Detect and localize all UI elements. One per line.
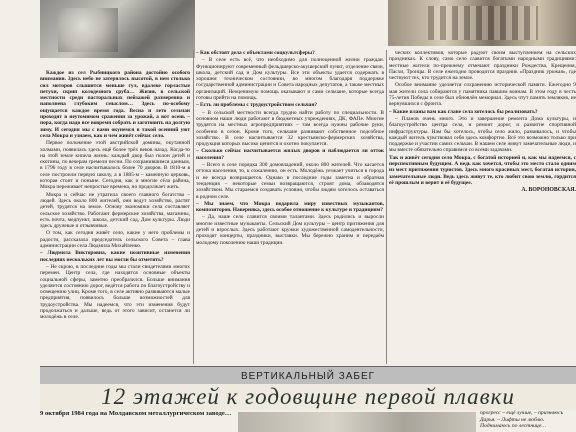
top-right-photo [388, 0, 576, 46]
next-article-text: 9 октября 1984 года на Молдавском металлургическом заводе… [40, 410, 232, 417]
article-paragraph: Мокра и сейчас не утратила своего главного богатства – людей. Здесь около 800 жителей, они ведут хозяйство, растят детей, трудятся на земле. Основу экономики села составляет сельское хозяйство. Работают фермерские хозяйства, магазины, есть почта, медпункт, школа, детский сад, Дом культуры. Люди здесь дружные и отзывчивые. [40, 191, 190, 230]
next-article-photo [238, 412, 476, 432]
article-column-2 [196, 50, 384, 364]
interview-question: – Сколько сейчас насчитывается жилых дворов и наблюдается ли отток населения? [196, 148, 384, 161]
article-paragraph: – Планов очень много. Это и завершение ремонта Дома культуры, и благоустройство центра села, и ремонт дорог, и развитие спортивной инфраструктуры. Нам бы хотелось, чтобы село жило, развивалось, и чтобы каждый житель чувствовал себя здесь комфортно. Всё это возможно только при поддержке и участии самих сельчан. В нашем селе живут замечательные люди, и мы вместе обязательно справимся со всеми задачами. [389, 115, 576, 154]
column-divider [386, 50, 387, 364]
article-paragraph: Первое положение этой австрийской домины, окутанной холмами, появилась здесь ещё более трёх веков назад. Когда-то на этой земле кипела жизнь: каждый двор был полон детей и скотины, по вечерам гремели песни. По сохранившимся данным, в 1796 году в селе насчитывалось более 70 дворов. В 1810-м в селе построили первую школу, а в 1885-м – каменную церковь, которая стоит и поныне. Сегодня, как и многие сёла района, Мокра переживает непростые времена, но продолжает жить. [40, 140, 190, 191]
interview-question: – Людмила Викторовна, какие позитивные изменения последних нескольких лет вы могли бы отметить? [40, 250, 190, 263]
article-paragraph: – Да, наше село славится своими талантами. Здесь родились и выросли многие известные музыканты. Сельский Дом культуры – центр притяжения для детей и взрослых. Здесь работают кружки художественной самодеятельности, проходят концерты, праздники, выставки. Мы бережно храним и передаём молодому поколению наши традиции. [196, 214, 384, 246]
column-divider [193, 50, 194, 364]
interview-question: – Как обстоят дела с объектами соцкультсферы? [196, 50, 315, 56]
article-conclusion: Так и живёт сегодня село Мокра, с богатой историей и, как мы надеемся, с перспективным будущим. А ведь как хочется, чтобы это место стало одним из мест притяжения туристов. Здесь много красивых мест, богатая история, замечательные люди. Ведь здесь живут те, кто любит свою землю, гордится её прошлым и верит в её будущее. [389, 154, 576, 186]
article-paragraph: О том, как сегодня живёт село, какие у него проблемы и радости, рассказала председатель сельского Совета – глава администрации села Людмила Михайленко. [40, 230, 190, 250]
article-headline: 12 этажей к годовщине первой плавки [40, 384, 576, 410]
interview-question: – Какие планы вам как главе села хотелось бы реализовать? [389, 108, 538, 115]
section-banner-label: ВЕРТИКАЛЬНЫЙ ЗАБЕГ [240, 370, 376, 382]
article-paragraph: ческих коллективов, которые радуют своим выступлением на сельских праздниках. К слову, само село славится богатыми народными традициями: местные жители по-прежнему отмечают праздники Рождества, Крещения, Пасхи, Троицы. В селе ежегодно проводится праздник «Праздник урожая», где чествуют тех, кто трудится на земле. [389, 50, 576, 82]
section-banner [40, 366, 576, 386]
article-column-1 [40, 70, 190, 364]
interview-question: – Мы знаем, что Мокра подарила миру известных музыкантов, композиторов. Наверняка, здесь особое отношение к культуре и традициям? [196, 200, 384, 214]
interview-question: – Есть ли проблемы с трудоустройством сельчан? [196, 102, 318, 109]
article-paragraph: – Всего в селе порядка 300 домовладений, около 800 жителей. Что касается оттока населения, то, к сожалению, он есть. Молодёжь уезжает учиться в города и не всегда возвращается. Однако в последние годы заметна и обратная тенденция – некоторые семьи возвращаются, строят дома, обзаводятся хозяйством. Мы стараемся создавать условия, чтобы людям хотелось оставаться в родном селе. [196, 162, 384, 200]
article-lead: Каждое из сел Рыбницкого района достойно особого внимания. Здесь небо не затерялось высотой, в нем столько сил моторов слышится меньше гул, вдалеке горластые петухи, скрип колодезного сруба… Жизнь в сельской местности среди пасторальных пейзажей размеренна и наполнена глубоким смыслом… Здесь по-особому ощущается каждое время года. Весна и лето сельчан проходят в неутомимом сражении за урожай, а вот осень – пора, когда надо все вовремя собрать и заготовить на долгую зиму. И сегодня мы с вами окунемся в такой осенний уют села Мокра и узнаем, как и чем живёт сейчас село. [40, 70, 190, 139]
article-paragraph: – Не скрою, в последние годы мы стали свидетелями многих перемен. Центр села, где находятся основные объекты социальной сферы, заметно преобразился. Больше внимания уделяется состоянию дорог, ведётся работа по благоустройству и освещению улиц. Кроме того, в селе активно развиваются малые предприятия, появилось больше возможностей для трудоустройства. Мы надеемся, что эти изменения будут продолжаться и дальше, ведь от этого зависит, останется ли молодёжь в селе. [40, 263, 190, 321]
next-article-side-text: прогресс – ещё лучше, – признаюсь Дарья. – Лифты не люблю. Поднимаюсь по лестнице… [480, 410, 564, 430]
top-left-photo [40, 0, 195, 58]
article-paragraph: Особое внимание уделяется сохранению исторической памяти. Ежегодно 9 мая жители села собираются у памятника павшим воинам. В этом году в честь 75-летия Победы в селе был обновлён мемориал. Здесь чтут память земляков, не вернувшихся с фронта. [389, 82, 576, 108]
article-paragraph: – В сельской местности всегда трудно найти работу по специальности. В основном наши люди работают в бюджетных учреждениях, ДК, ФАПе. Многие трудятся на местных агропредприятиях – там всегда нужны рабочие руки, особенно в сезон. Кроме того, сельчане развивают собственное подсобное хозяйство. В селе насчитывается 32 крестьянско-фермерских хозяйства, продукция которых высоко ценится и охотно покупается. [196, 109, 384, 148]
article-paragraph: – В селе есть всё, что необходимо для полноценной жизни граждан. Функционируют современный фельдшерско-акушерский пункт, отделение связи, школа, детский сад и Дом культуры. Все эти объекты удается содержать в хорошем техническом состоянии, во многом благодаря поддержке государственной администрации и Совета народных депутатов, а также местных организаций. Неоценимую помощь оказывают и сами сельчане, которые всегда готовы прийти на помощь. [196, 57, 384, 102]
author-signature: А. ВОРОНОВСКАЯ. [521, 187, 576, 194]
article-column-3 [389, 50, 576, 364]
